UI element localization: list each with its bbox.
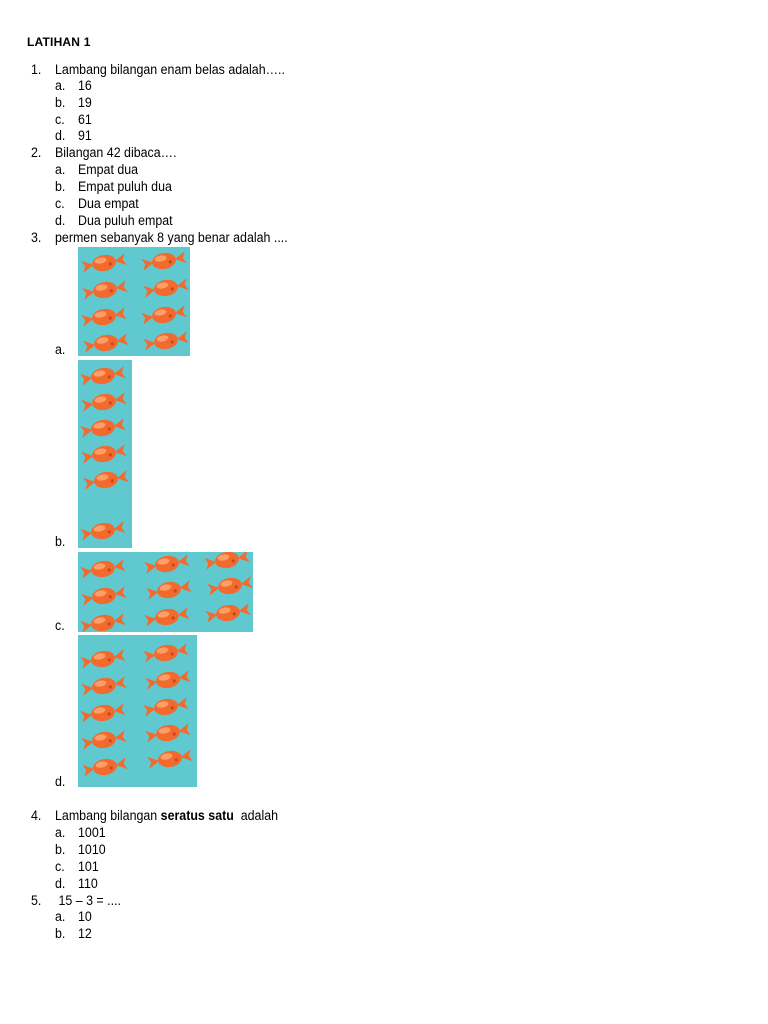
wrapped-candy-icon <box>80 442 128 471</box>
question-number: 1. <box>31 62 42 77</box>
wrapped-candy-icon <box>80 251 128 280</box>
wrapped-candy-icon <box>80 728 128 757</box>
option-label: d. <box>55 213 66 228</box>
option-label: b. <box>55 95 66 110</box>
question-text: Bilangan 42 dibaca…. <box>55 145 177 160</box>
question-number: 4. <box>31 808 42 823</box>
wrapped-candy-icon <box>144 668 192 697</box>
wrapped-candy-icon <box>79 611 127 632</box>
wrapped-candy-icon <box>140 249 188 278</box>
question-text-part: Lambang bilangan <box>55 808 161 823</box>
option-text: Empat dua <box>78 162 139 177</box>
option-text: 1001 <box>78 825 106 840</box>
option-label: a. <box>55 825 66 840</box>
wrapped-candy-icon <box>143 552 191 581</box>
option-label: a. <box>55 342 66 357</box>
wrapped-candy-icon <box>144 721 192 750</box>
option-text: 101 <box>78 859 99 874</box>
question-number: 2. <box>31 145 42 160</box>
wrapped-candy-icon <box>82 468 130 497</box>
wrapped-candy-icon <box>140 303 188 332</box>
wrapped-candy-icon <box>79 557 127 586</box>
wrapped-candy-icon <box>143 605 191 632</box>
option-label: b. <box>55 842 66 857</box>
question-text: permen sebanyak 8 yang benar adalah .... <box>55 230 288 245</box>
option-label: a. <box>55 162 66 177</box>
option-label: c. <box>55 618 65 633</box>
option-text: 110 <box>78 876 98 891</box>
option-label: c. <box>55 196 65 211</box>
wrapped-candy-icon <box>80 305 128 334</box>
wrapped-candy-icon <box>81 755 129 784</box>
wrapped-candy-icon <box>146 747 194 776</box>
wrapped-candy-icon <box>145 578 193 607</box>
option-label: b. <box>55 534 66 549</box>
option-text: Dua empat <box>78 196 139 211</box>
candy-image-option-a <box>78 247 190 356</box>
option-label: d. <box>55 876 66 891</box>
option-label: c. <box>55 112 65 127</box>
option-text: Empat puluh dua <box>78 179 172 194</box>
wrapped-candy-icon <box>79 519 127 548</box>
wrapped-candy-icon <box>80 390 128 419</box>
question-text: Lambang bilangan enam belas adalah….. <box>55 62 285 77</box>
question-text <box>55 808 278 824</box>
option-label: a. <box>55 78 66 93</box>
wrapped-candy-icon <box>142 329 190 356</box>
wrapped-candy-icon <box>142 641 190 670</box>
question-text-bold: seratus satu <box>160 808 234 823</box>
wrapped-candy-icon <box>206 574 253 603</box>
wrapped-candy-icon <box>142 276 190 305</box>
option-label: b. <box>55 926 66 941</box>
option-label: d. <box>55 128 66 143</box>
option-text: 19 <box>78 95 92 110</box>
question-number: 3. <box>31 230 42 245</box>
option-label: a. <box>55 909 66 924</box>
wrapped-candy-icon <box>81 278 129 307</box>
question-text: 15 – 3 = .... <box>55 893 121 908</box>
option-text: 10 <box>78 909 92 924</box>
wrapped-candy-icon <box>79 364 127 393</box>
question-text-part: adalah <box>233 808 279 823</box>
option-text: 16 <box>78 78 92 93</box>
wrapped-candy-icon <box>79 416 127 445</box>
option-text: 12 <box>78 926 92 941</box>
question-number: 5. <box>31 893 42 908</box>
option-text: 61 <box>78 112 92 127</box>
option-text: 1010 <box>78 842 106 857</box>
wrapped-candy-icon <box>79 701 127 730</box>
candy-image-option-c <box>78 552 253 632</box>
wrapped-candy-icon <box>82 331 130 356</box>
option-label: d. <box>55 774 66 789</box>
option-label: c. <box>55 859 65 874</box>
wrapped-candy-icon <box>80 584 128 613</box>
option-label: b. <box>55 179 66 194</box>
page-title: LATIHAN 1 <box>27 35 91 49</box>
option-text: 91 <box>78 128 92 143</box>
candy-image-option-d <box>78 635 197 787</box>
option-text: Dua puluh empat <box>78 213 173 228</box>
candy-image-option-b <box>78 360 132 548</box>
wrapped-candy-icon <box>142 695 190 724</box>
wrapped-candy-icon <box>79 647 127 676</box>
wrapped-candy-icon <box>80 674 128 703</box>
wrapped-candy-icon <box>204 601 252 630</box>
